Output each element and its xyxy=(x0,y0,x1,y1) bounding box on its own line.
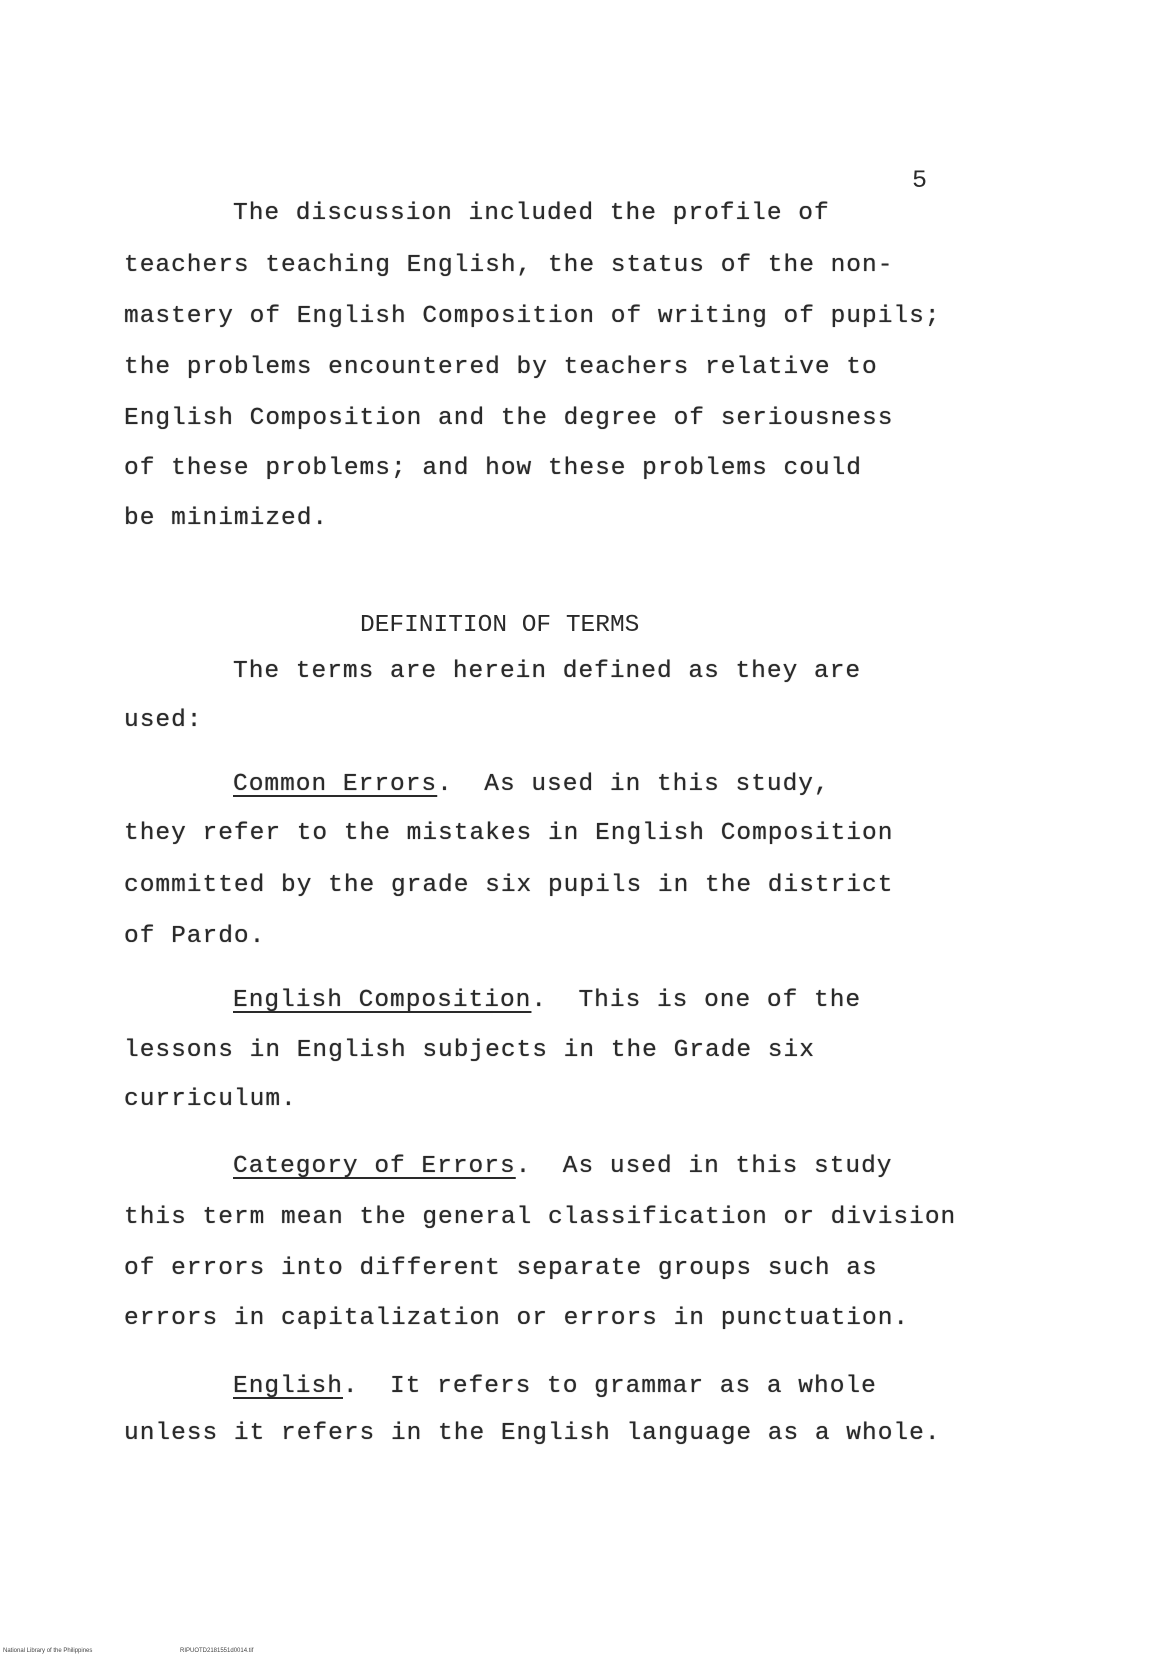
definition-line: curriculum. xyxy=(124,1086,297,1113)
footer-library-label: National Library of the Philippines xyxy=(3,1648,93,1654)
definition-line: committed by the grade six pupils in the district xyxy=(124,872,894,899)
definition-first-line xyxy=(233,771,830,798)
definition-term: English xyxy=(233,1373,343,1400)
paragraph-line: teachers teaching English, the status of the non- xyxy=(124,252,894,279)
paragraph-line: the problems encountered by teachers relative to xyxy=(124,354,878,381)
definition-text: . This is one of the xyxy=(531,987,862,1014)
definition-line: of errors into different separate groups such as xyxy=(124,1255,878,1282)
definition-first-line xyxy=(233,1373,877,1400)
definition-term: Common Errors xyxy=(233,771,438,798)
intro-line: used: xyxy=(124,707,203,734)
section-heading: DEFINITION OF TERMS xyxy=(360,612,640,639)
definition-line: this term mean the general classification or division xyxy=(124,1204,957,1231)
footer-file-label: RIPUOTD2181551d0014.tif xyxy=(180,1648,254,1654)
definition-line: they refer to the mistakes in English Composition xyxy=(124,820,894,847)
paragraph-line: be minimized. xyxy=(124,505,329,532)
paragraph-line: mastery of English Composition of writing of pupils; xyxy=(124,303,941,330)
intro-line: The terms are herein defined as they are xyxy=(233,658,862,685)
definition-text: . As used in this study xyxy=(515,1153,893,1180)
definition-line: of Pardo. xyxy=(124,923,266,950)
definition-first-line xyxy=(233,987,861,1014)
definition-term: Category of Errors xyxy=(233,1153,516,1180)
definition-line: errors in capitalization or errors in punctuation. xyxy=(124,1305,910,1332)
paragraph-line: The discussion included the profile of xyxy=(233,200,830,227)
definition-first-line xyxy=(233,1153,893,1180)
definition-text: . It refers to grammar as a whole xyxy=(342,1373,877,1400)
page-number: 5 xyxy=(912,166,928,195)
definition-line: unless it refers in the English language as a whole. xyxy=(124,1420,941,1447)
definition-term: English Composition xyxy=(233,987,532,1014)
definition-text: . As used in this study, xyxy=(437,771,830,798)
paragraph-line: of these problems; and how these problems could xyxy=(124,455,863,482)
paragraph-line: English Composition and the degree of seriousness xyxy=(124,405,894,432)
definition-line: lessons in English subjects in the Grade six xyxy=(124,1037,815,1064)
